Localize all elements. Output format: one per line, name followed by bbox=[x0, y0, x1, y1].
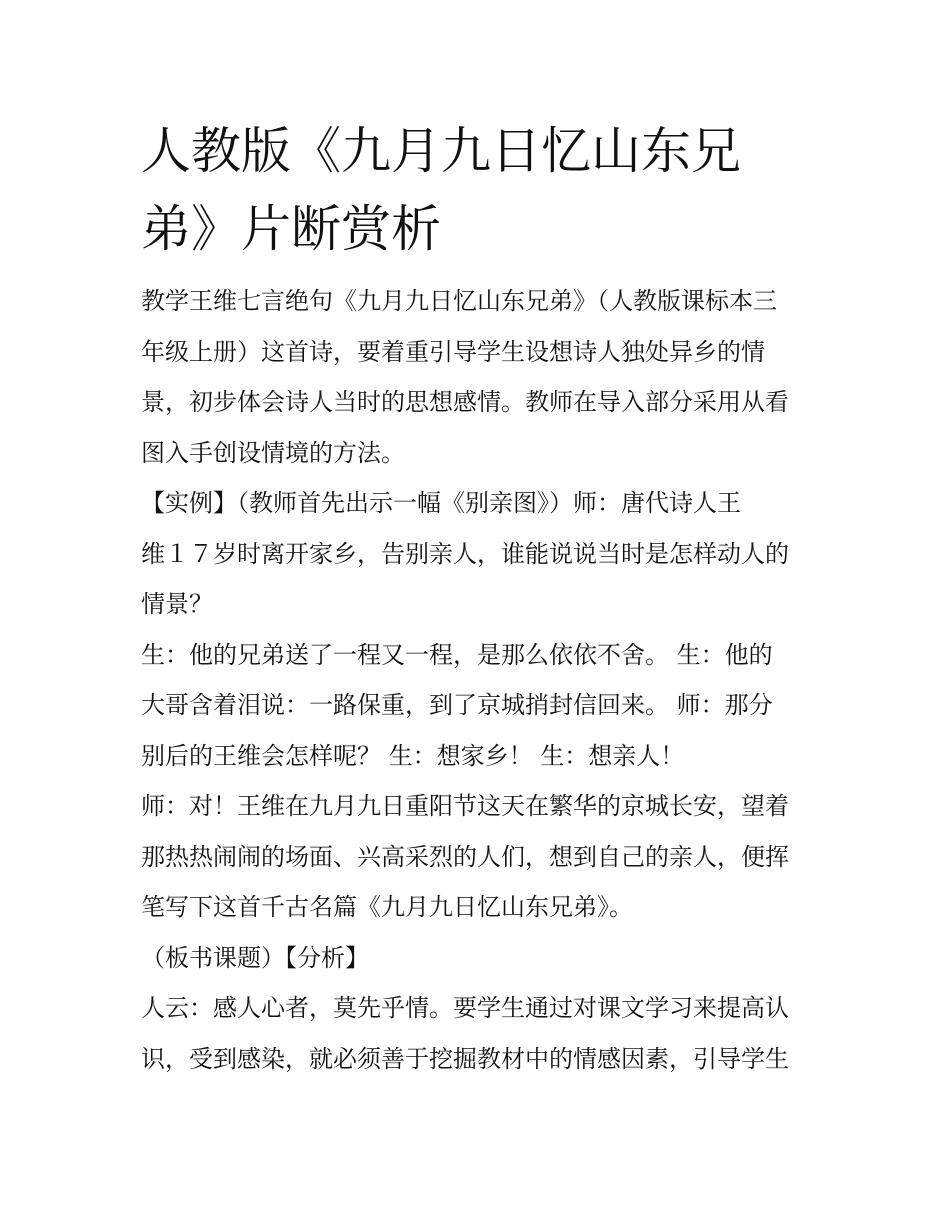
body-line: 情景？ bbox=[141, 590, 213, 618]
body-line: 图入手创设情境的方法。 bbox=[141, 438, 405, 467]
body-line: 人云：感人心者，莫先乎情。要学生通过对课文学习来提高认 bbox=[141, 994, 789, 1022]
body-line: 别后的王维会怎样呢？ 生：想家乡！ 生：想亲人！ bbox=[141, 741, 685, 770]
body-line: 年级上册）这首诗，要着重引导学生设想诗人独处异乡的情 bbox=[141, 337, 765, 366]
document-body bbox=[141, 276, 821, 1084]
body-line: 【实例】（教师首先出示一幅《别亲图》）师：唐代诗人王 bbox=[141, 489, 741, 517]
body-line: 大哥含着泪说：一路保重，到了京城捎封信回来。 师：那分 bbox=[141, 691, 773, 719]
body-line: 那热热闹闹的场面、兴高采烈的人们，想到自己的亲人，便挥 bbox=[141, 842, 789, 871]
title-line: 人教版《九月九日忆山东兄 bbox=[141, 122, 741, 180]
body-line: 生：他的兄弟送了一程又一程，是那么依依不舍。 生：他的 bbox=[141, 640, 773, 669]
body-line: 笔写下这首千古名篇《九月九日忆山东兄弟》。 bbox=[141, 893, 633, 921]
body-line: 维１７岁时离开家乡，告别亲人，谁能说说当时是怎样动人的 bbox=[141, 539, 789, 568]
title-line: 弟》片断赏析 bbox=[141, 200, 441, 258]
body-line: 师：对！王维在九月九日重阳节这天在繁华的京城长安，望着 bbox=[141, 792, 789, 820]
body-line: 识，受到感染，就必须善于挖掘教材中的情感因素，引导学生 bbox=[141, 1044, 789, 1073]
document-title bbox=[141, 112, 841, 268]
body-line: （板书课题）【分析】 bbox=[141, 943, 369, 972]
body-line: 教学王维七言绝句《九月九日忆山东兄弟》（人教版课标本三 bbox=[141, 287, 777, 315]
body-line: 景，初步体会诗人当时的思想感情。教师在导入部分采用从看 bbox=[141, 388, 789, 416]
